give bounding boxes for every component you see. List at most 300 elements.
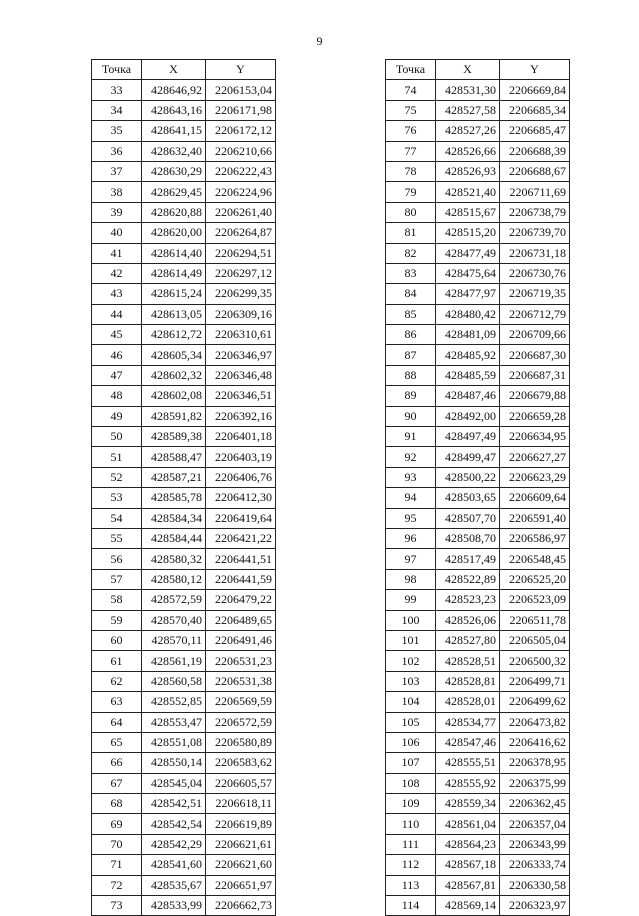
cell-y: 2206346,97 [206,345,276,365]
cell-point: 100 [386,610,436,630]
cell-y: 2206730,76 [500,263,570,283]
cell-x: 428614,49 [142,263,206,283]
table-row [386,753,570,773]
cell-point: 66 [92,753,142,773]
cell-y: 2206310,61 [206,325,276,345]
cell-x: 428584,34 [142,508,206,528]
cell-point: 87 [386,345,436,365]
cell-point: 47 [92,365,142,385]
cell-point: 33 [92,80,142,100]
cell-x: 428528,01 [436,692,500,712]
cell-y: 2206412,30 [206,488,276,508]
cell-x: 428485,59 [436,365,500,385]
cell-y: 2206499,62 [500,692,570,712]
cell-x: 428641,15 [142,121,206,141]
cell-point: 42 [92,263,142,283]
cell-x: 428602,32 [142,365,206,385]
cell-y: 2206719,35 [500,284,570,304]
cell-point: 95 [386,508,436,528]
cell-y: 2206679,88 [500,386,570,406]
cell-y: 2206499,71 [500,671,570,691]
cell-point: 39 [92,202,142,222]
cell-point: 111 [386,834,436,854]
cell-y: 2206548,45 [500,549,570,569]
cell-point: 89 [386,386,436,406]
table-row [92,651,276,671]
cell-y: 2206343,99 [500,834,570,854]
cell-x: 428480,42 [436,304,500,324]
table-row [92,182,276,202]
table-row [92,304,276,324]
cell-point: 105 [386,712,436,732]
cell-x: 428545,04 [142,773,206,793]
table-row [92,386,276,406]
cell-x: 428477,97 [436,284,500,304]
cell-point: 110 [386,814,436,834]
cell-y: 2206712,79 [500,304,570,324]
cell-point: 56 [92,549,142,569]
cell-x: 428553,47 [142,712,206,732]
cell-y: 2206621,61 [206,834,276,854]
cell-point: 69 [92,814,142,834]
table-row [386,182,570,202]
table-row [92,427,276,447]
cell-point: 35 [92,121,142,141]
cell-x: 428515,20 [436,223,500,243]
table-header-row [92,60,276,80]
cell-x: 428585,78 [142,488,206,508]
table-row [386,671,570,691]
table-row [92,141,276,161]
cell-point: 63 [92,692,142,712]
cell-point: 62 [92,671,142,691]
cell-point: 80 [386,202,436,222]
cell-y: 2206731,18 [500,243,570,263]
cell-x: 428526,66 [436,141,500,161]
table-row [92,855,276,875]
cell-point: 107 [386,753,436,773]
table-row [92,753,276,773]
cell-x: 428497,49 [436,427,500,447]
cell-point: 75 [386,100,436,120]
cell-x: 428560,58 [142,671,206,691]
cell-x: 428477,49 [436,243,500,263]
cell-x: 428528,81 [436,671,500,691]
cell-y: 2206299,35 [206,284,276,304]
table-row [92,569,276,589]
cell-point: 84 [386,284,436,304]
cell-point: 103 [386,671,436,691]
cell-y: 2206505,04 [500,630,570,650]
cell-y: 2206330,58 [500,875,570,895]
cell-y: 2206586,97 [500,528,570,548]
cell-point: 98 [386,569,436,589]
cell-x: 428630,29 [142,161,206,181]
table-row [386,121,570,141]
header-point: Точка [386,60,436,80]
cell-point: 96 [386,528,436,548]
cell-x: 428605,34 [142,345,206,365]
table-row [386,80,570,100]
table-row [92,345,276,365]
cell-y: 2206406,76 [206,467,276,487]
table-row [92,712,276,732]
coordinates-table-right [385,59,570,916]
cell-point: 48 [92,386,142,406]
cell-x: 428534,77 [436,712,500,732]
cell-y: 2206685,47 [500,121,570,141]
cell-x: 428542,29 [142,834,206,854]
cell-point: 54 [92,508,142,528]
cell-point: 73 [92,896,142,916]
cell-point: 90 [386,406,436,426]
cell-x: 428629,45 [142,182,206,202]
cell-y: 2206153,04 [206,80,276,100]
cell-x: 428555,51 [436,753,500,773]
cell-y: 2206294,51 [206,243,276,263]
cell-y: 2206609,64 [500,488,570,508]
cell-point: 101 [386,630,436,650]
table-row [92,223,276,243]
cell-y: 2206662,73 [206,896,276,916]
cell-point: 109 [386,794,436,814]
cell-y: 2206172,12 [206,121,276,141]
table-row [92,671,276,691]
cell-x: 428547,46 [436,732,500,752]
cell-x: 428570,40 [142,610,206,630]
cell-y: 2206634,95 [500,427,570,447]
cell-x: 428646,92 [142,80,206,100]
cell-point: 41 [92,243,142,263]
cell-y: 2206569,59 [206,692,276,712]
cell-y: 2206685,34 [500,100,570,120]
cell-x: 428614,40 [142,243,206,263]
cell-point: 99 [386,590,436,610]
header-y: Y [206,60,276,80]
table-row [386,427,570,447]
table-row [92,100,276,120]
cell-point: 72 [92,875,142,895]
cell-y: 2206500,32 [500,651,570,671]
cell-x: 428555,92 [436,773,500,793]
table-row [92,528,276,548]
table-row [386,549,570,569]
table-row [386,834,570,854]
cell-y: 2206623,29 [500,467,570,487]
cell-x: 428499,47 [436,447,500,467]
table-row [386,161,570,181]
cell-y: 2206591,40 [500,508,570,528]
cell-x: 428643,16 [142,100,206,120]
cell-point: 81 [386,223,436,243]
cell-x: 428632,40 [142,141,206,161]
cell-point: 113 [386,875,436,895]
table-row [386,467,570,487]
cell-y: 2206392,16 [206,406,276,426]
page-number: 9 [316,34,323,48]
cell-x: 428515,67 [436,202,500,222]
table-row [92,263,276,283]
cell-x: 428485,92 [436,345,500,365]
cell-point: 44 [92,304,142,324]
cell-y: 2206738,79 [500,202,570,222]
cell-x: 428561,04 [436,814,500,834]
cell-point: 45 [92,325,142,345]
header-point: Точка [92,60,142,80]
table-row [92,284,276,304]
cell-point: 74 [386,80,436,100]
cell-point: 55 [92,528,142,548]
cell-y: 2206210,66 [206,141,276,161]
cell-point: 59 [92,610,142,630]
table-row [92,630,276,650]
cell-x: 428591,82 [142,406,206,426]
cell-y: 2206531,23 [206,651,276,671]
cell-x: 428523,23 [436,590,500,610]
cell-point: 68 [92,794,142,814]
table-row [386,488,570,508]
cell-point: 34 [92,100,142,120]
cell-y: 2206479,22 [206,590,276,610]
cell-point: 82 [386,243,436,263]
cell-y: 2206401,18 [206,427,276,447]
header-x: X [142,60,206,80]
table-row [386,528,570,548]
cell-point: 70 [92,834,142,854]
cell-y: 2206416,62 [500,732,570,752]
table-row [92,80,276,100]
cell-point: 106 [386,732,436,752]
table-row [386,794,570,814]
cell-x: 428521,40 [436,182,500,202]
cell-x: 428551,08 [142,732,206,752]
table-row [92,732,276,752]
cell-y: 2206297,12 [206,263,276,283]
cell-y: 2206489,65 [206,610,276,630]
table-row [386,610,570,630]
cell-point: 51 [92,447,142,467]
table-row [386,304,570,324]
cell-y: 2206378,95 [500,753,570,773]
cell-y: 2206688,67 [500,161,570,181]
cell-point: 114 [386,896,436,916]
cell-point: 64 [92,712,142,732]
cell-y: 2206346,48 [206,365,276,385]
cell-y: 2206619,89 [206,814,276,834]
table-row [92,896,276,916]
table-row [386,100,570,120]
table-row [386,345,570,365]
cell-x: 428580,32 [142,549,206,569]
cell-point: 97 [386,549,436,569]
cell-x: 428570,11 [142,630,206,650]
cell-point: 46 [92,345,142,365]
cell-point: 83 [386,263,436,283]
cell-point: 94 [386,488,436,508]
cell-y: 2206346,51 [206,386,276,406]
cell-point: 86 [386,325,436,345]
cell-x: 428620,00 [142,223,206,243]
cell-x: 428615,24 [142,284,206,304]
cell-y: 2206621,60 [206,855,276,875]
cell-x: 428561,19 [142,651,206,671]
cell-y: 2206687,31 [500,365,570,385]
cell-y: 2206421,22 [206,528,276,548]
cell-y: 2206511,78 [500,610,570,630]
table-row [92,325,276,345]
cell-y: 2206222,43 [206,161,276,181]
cell-y: 2206687,30 [500,345,570,365]
cell-x: 428481,09 [436,325,500,345]
cell-x: 428475,64 [436,263,500,283]
cell-x: 428589,38 [142,427,206,447]
cell-point: 108 [386,773,436,793]
cell-x: 428503,65 [436,488,500,508]
table-row [386,875,570,895]
cell-point: 36 [92,141,142,161]
cell-point: 93 [386,467,436,487]
table-row [386,732,570,752]
cell-y: 2206583,62 [206,753,276,773]
table-row [386,630,570,650]
table-row [386,386,570,406]
table-row [92,549,276,569]
cell-y: 2206441,51 [206,549,276,569]
cell-point: 112 [386,855,436,875]
cell-x: 428580,12 [142,569,206,589]
cell-y: 2206224,96 [206,182,276,202]
cell-point: 77 [386,141,436,161]
cell-x: 428533,99 [142,896,206,916]
table-row [92,834,276,854]
cell-y: 2206171,98 [206,100,276,120]
table-row [386,284,570,304]
table-row [92,794,276,814]
cell-y: 2206531,38 [206,671,276,691]
cell-x: 428492,00 [436,406,500,426]
cell-point: 85 [386,304,436,324]
table-row [386,651,570,671]
cell-y: 2206419,64 [206,508,276,528]
coordinates-table-left [91,59,276,916]
cell-y: 2206669,84 [500,80,570,100]
header-x: X [436,60,500,80]
cell-x: 428527,58 [436,100,500,120]
cell-x: 428602,08 [142,386,206,406]
table-row [386,447,570,467]
cell-y: 2206711,69 [500,182,570,202]
cell-x: 428564,23 [436,834,500,854]
table-row [386,773,570,793]
table-row [386,325,570,345]
cell-point: 91 [386,427,436,447]
cell-y: 2206261,40 [206,202,276,222]
cell-point: 92 [386,447,436,467]
table-row [386,569,570,589]
cell-y: 2206473,82 [500,712,570,732]
table-row [92,875,276,895]
cell-x: 428587,21 [142,467,206,487]
cell-x: 428559,34 [436,794,500,814]
cell-point: 52 [92,467,142,487]
table-row [386,141,570,161]
cell-y: 2206357,04 [500,814,570,834]
cell-x: 428508,70 [436,528,500,548]
table-row [92,773,276,793]
table-header-row [386,60,570,80]
table-row [92,508,276,528]
cell-y: 2206375,99 [500,773,570,793]
cell-point: 104 [386,692,436,712]
cell-x: 428527,80 [436,630,500,650]
table-row [386,365,570,385]
cell-point: 79 [386,182,436,202]
cell-point: 65 [92,732,142,752]
table-row [92,488,276,508]
cell-y: 2206264,87 [206,223,276,243]
cell-y: 2206688,39 [500,141,570,161]
cell-x: 428567,81 [436,875,500,895]
cell-point: 76 [386,121,436,141]
cell-x: 428567,18 [436,855,500,875]
table-row [92,365,276,385]
cell-point: 67 [92,773,142,793]
table-row [92,121,276,141]
cell-y: 2206605,57 [206,773,276,793]
cell-x: 428528,51 [436,651,500,671]
cell-x: 428527,26 [436,121,500,141]
cell-point: 50 [92,427,142,447]
cell-x: 428526,93 [436,161,500,181]
cell-x: 428620,88 [142,202,206,222]
cell-point: 78 [386,161,436,181]
cell-x: 428487,46 [436,386,500,406]
table-row [386,692,570,712]
cell-x: 428522,89 [436,569,500,589]
cell-x: 428584,44 [142,528,206,548]
cell-y: 2206441,59 [206,569,276,589]
cell-x: 428542,51 [142,794,206,814]
cell-y: 2206523,09 [500,590,570,610]
cell-point: 53 [92,488,142,508]
cell-y: 2206627,27 [500,447,570,467]
table-row [92,610,276,630]
cell-x: 428507,70 [436,508,500,528]
table-row [386,263,570,283]
header-y: Y [500,60,570,80]
table-row [92,692,276,712]
cell-x: 428569,14 [436,896,500,916]
cell-x: 428588,47 [142,447,206,467]
table-row [92,161,276,181]
cell-point: 43 [92,284,142,304]
cell-point: 102 [386,651,436,671]
cell-point: 37 [92,161,142,181]
cell-x: 428612,72 [142,325,206,345]
table-row [92,243,276,263]
cell-point: 58 [92,590,142,610]
cell-y: 2206362,45 [500,794,570,814]
table-row [92,467,276,487]
table-row [386,508,570,528]
table-row [386,896,570,916]
cell-point: 49 [92,406,142,426]
cell-y: 2206709,66 [500,325,570,345]
cell-point: 38 [92,182,142,202]
table-row [92,406,276,426]
table-row [386,406,570,426]
table-row [386,855,570,875]
